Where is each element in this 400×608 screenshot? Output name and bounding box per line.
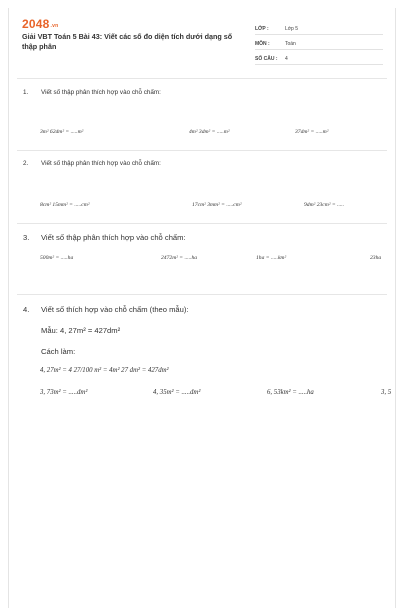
question-number: 3. xyxy=(23,233,30,242)
q4-method: 4, 27m² = 4 27/100 m² = 4m² 27 dm² = 427dm² xyxy=(40,367,169,374)
meta-key: LỚP : xyxy=(255,26,269,32)
q1-item: 37dm² = .....m² xyxy=(295,129,329,135)
document-title: Giải VBT Toán 5 Bài 43: Viết các số đo diện tích dưới dạng số thập phân xyxy=(22,32,233,51)
q4-item: 3, 5 xyxy=(381,389,392,396)
meta-value: Lớp 5 xyxy=(285,26,299,32)
q3-item: 23ha xyxy=(370,255,382,261)
meta-divider xyxy=(255,49,383,50)
meta-divider xyxy=(255,34,383,35)
question-3-prompt xyxy=(23,233,186,242)
header-divider xyxy=(17,78,387,79)
meta-value: 4 xyxy=(285,56,288,62)
question-text: Viết số thập phân thích hợp vào chỗ chấm: xyxy=(41,160,161,167)
question-1-prompt xyxy=(23,89,161,96)
question-text: Viết số thập phân thích hợp vào chỗ chấm: xyxy=(41,89,161,96)
question-4-prompt xyxy=(23,305,189,314)
q4-item: 6, 53km² = .....ha xyxy=(267,389,314,396)
q3-item: 500m² = .....ha xyxy=(40,255,74,261)
section-divider xyxy=(17,223,387,224)
q4-example: Mẫu: 4, 27m² = 427dm² xyxy=(41,326,121,335)
q2-item: 9dm² 23cm² = ..... xyxy=(304,202,345,208)
meta-key: SỐ CÂU : xyxy=(255,56,278,62)
q3-item: 2472m² = .....ha xyxy=(161,255,198,261)
section-divider xyxy=(17,150,387,151)
question-text: Viết số thích hợp vào chỗ chấm (theo mẫu): xyxy=(41,305,189,314)
logo-domain: .vn xyxy=(50,23,59,29)
q3-item: 1ha = .....km² xyxy=(256,255,287,261)
section-divider xyxy=(17,294,387,295)
meta-divider xyxy=(255,64,383,65)
meta-value: Toán xyxy=(285,41,296,47)
q4-method-label: Cách làm: xyxy=(41,347,76,356)
q2-item: 8cm² 15mm² = .....cm² xyxy=(40,202,90,208)
question-number: 2. xyxy=(23,160,29,167)
q4-item: 4, 35m² = .....dm² xyxy=(153,389,201,396)
q2-item: 17cm² 3mm² = .....cm² xyxy=(192,202,242,208)
q1-item: 4m² 3dm² = .....m² xyxy=(189,129,230,135)
question-2-prompt xyxy=(23,160,161,167)
worksheet-page xyxy=(8,8,396,608)
question-number: 1. xyxy=(23,89,29,96)
meta-key: MÔN : xyxy=(255,41,270,47)
q1-item: 3m² 62dm² = .....m² xyxy=(40,129,84,135)
site-logo[interactable] xyxy=(22,17,58,31)
logo-text: 2048 xyxy=(22,17,50,31)
q4-item: 3, 73m² = .....dm² xyxy=(40,389,88,396)
question-number: 4. xyxy=(23,305,30,314)
question-text: Viết số thập phân thích hợp vào chỗ chấm: xyxy=(41,233,186,242)
